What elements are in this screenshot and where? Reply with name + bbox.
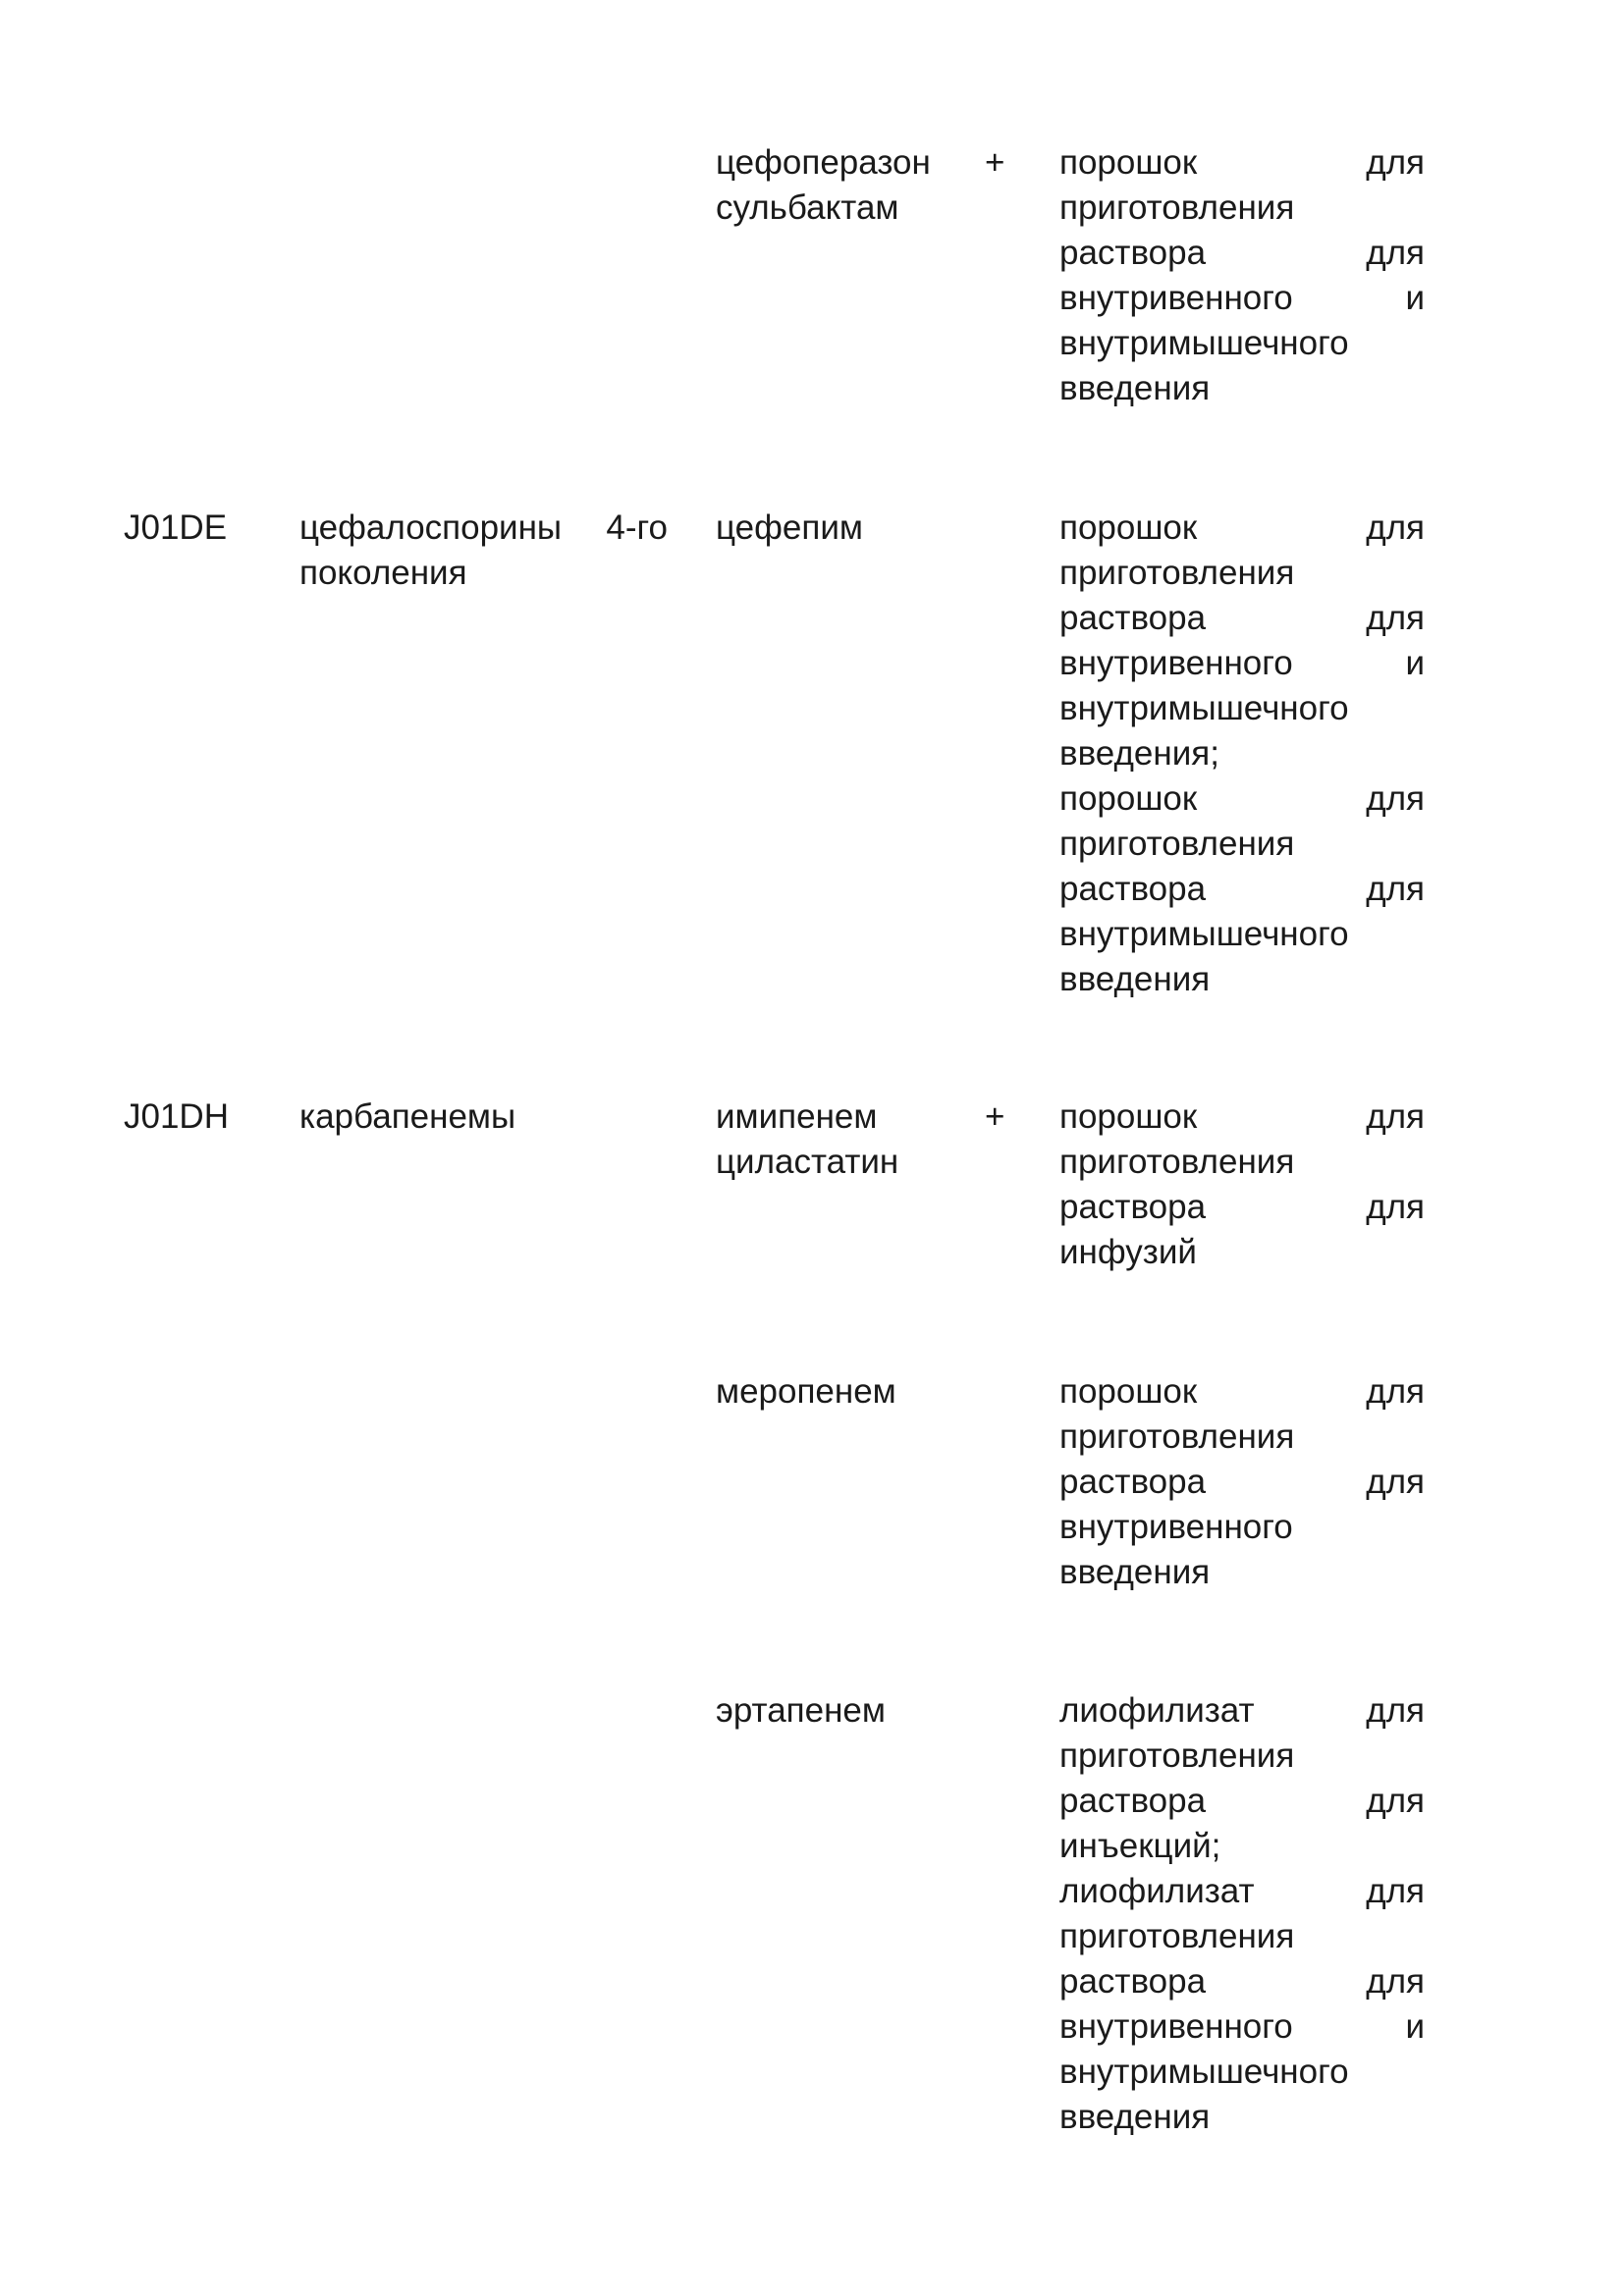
dosage-form-line: раствора для (1059, 234, 1425, 272)
drug-name-line: циластатин (716, 1143, 899, 1181)
pharmacological-group (299, 1095, 673, 1140)
dosage-form-line: внутримышечного (1059, 324, 1349, 362)
dosage-form-line: приготовления (1059, 1736, 1295, 1775)
dosage-form (1059, 1095, 1425, 1275)
drug-name-line: меропенем (716, 1372, 896, 1411)
pharmacological-group (299, 506, 673, 596)
group-line: карбапенемы (299, 1097, 516, 1136)
dosage-form-line: внутривенного и (1059, 644, 1425, 682)
dosage-form-line: внутривенного (1059, 1508, 1293, 1546)
atc-code: J01DE (124, 508, 228, 547)
dosage-form-line: раствора для (1059, 870, 1425, 908)
drug-name-line: сульбактам (716, 188, 899, 227)
dosage-form-line: порошок для (1059, 779, 1425, 818)
drug-name (716, 1095, 1010, 1185)
dosage-form-line: лиофилизат для (1059, 1691, 1425, 1730)
drug-name (716, 1688, 1010, 1734)
dosage-form-line: порошок для (1059, 143, 1425, 182)
dosage-form (1059, 506, 1425, 1002)
dosage-form-line: приготовления (1059, 554, 1295, 592)
dosage-form (1059, 1688, 1425, 2140)
dosage-form-line: инъекций; (1059, 1827, 1221, 1865)
drug-name-line: имипенем (716, 1097, 878, 1136)
dosage-form-line: раствора для (1059, 599, 1425, 637)
dosage-form-line: внутривенного и (1059, 2007, 1425, 2046)
dosage-form-line: раствора для (1059, 1782, 1425, 1820)
dosage-form-line: введения; (1059, 734, 1219, 773)
dosage-form-line: порошок для (1059, 1372, 1425, 1411)
group-line: цефалоспорины 4-го (299, 508, 668, 547)
dosage-form-line: приготовления (1059, 188, 1295, 227)
drug-name-line: цефоперазон (716, 143, 931, 182)
dosage-form-line: приготовления (1059, 1143, 1295, 1181)
dosage-form-line: инфузий (1059, 1233, 1197, 1271)
dosage-form-line: внутривенного и (1059, 279, 1425, 317)
dosage-form-line: введения (1059, 1553, 1211, 1591)
dosage-form-line: внутримышечного (1059, 689, 1349, 727)
dosage-form-line: порошок для (1059, 508, 1425, 547)
dosage-form-line: введения (1059, 2098, 1211, 2136)
dosage-form-line: раствора для (1059, 1463, 1425, 1501)
dosage-form-line: внутримышечного (1059, 915, 1349, 953)
drug-name (716, 506, 1010, 551)
dosage-form (1059, 140, 1425, 411)
dosage-form-line: приготовления (1059, 825, 1295, 863)
drug-name-line: эртапенем (716, 1691, 886, 1730)
group-line: поколения (299, 554, 467, 592)
dosage-form-line: введения (1059, 960, 1211, 998)
dosage-form-line: внутримышечного (1059, 2053, 1349, 2091)
drug-name-line: цефепим (716, 508, 863, 547)
dosage-form-line: приготовления (1059, 1917, 1295, 1955)
dosage-form-line: введения (1059, 369, 1211, 407)
dosage-form-line: приготовления (1059, 1417, 1295, 1456)
dosage-form-line: лиофилизат для (1059, 1872, 1425, 1910)
atc-code: J01DH (124, 1097, 229, 1136)
dosage-form-line: порошок для (1059, 1097, 1425, 1136)
combination-plus-sign: + (985, 1097, 1005, 1136)
drug-name (716, 1369, 1010, 1415)
combination-plus-sign: + (985, 143, 1005, 182)
dosage-form-line: раствора для (1059, 1188, 1425, 1226)
drug-name (716, 140, 1010, 231)
dosage-form (1059, 1369, 1425, 1595)
dosage-form-line: раствора для (1059, 1962, 1425, 2001)
